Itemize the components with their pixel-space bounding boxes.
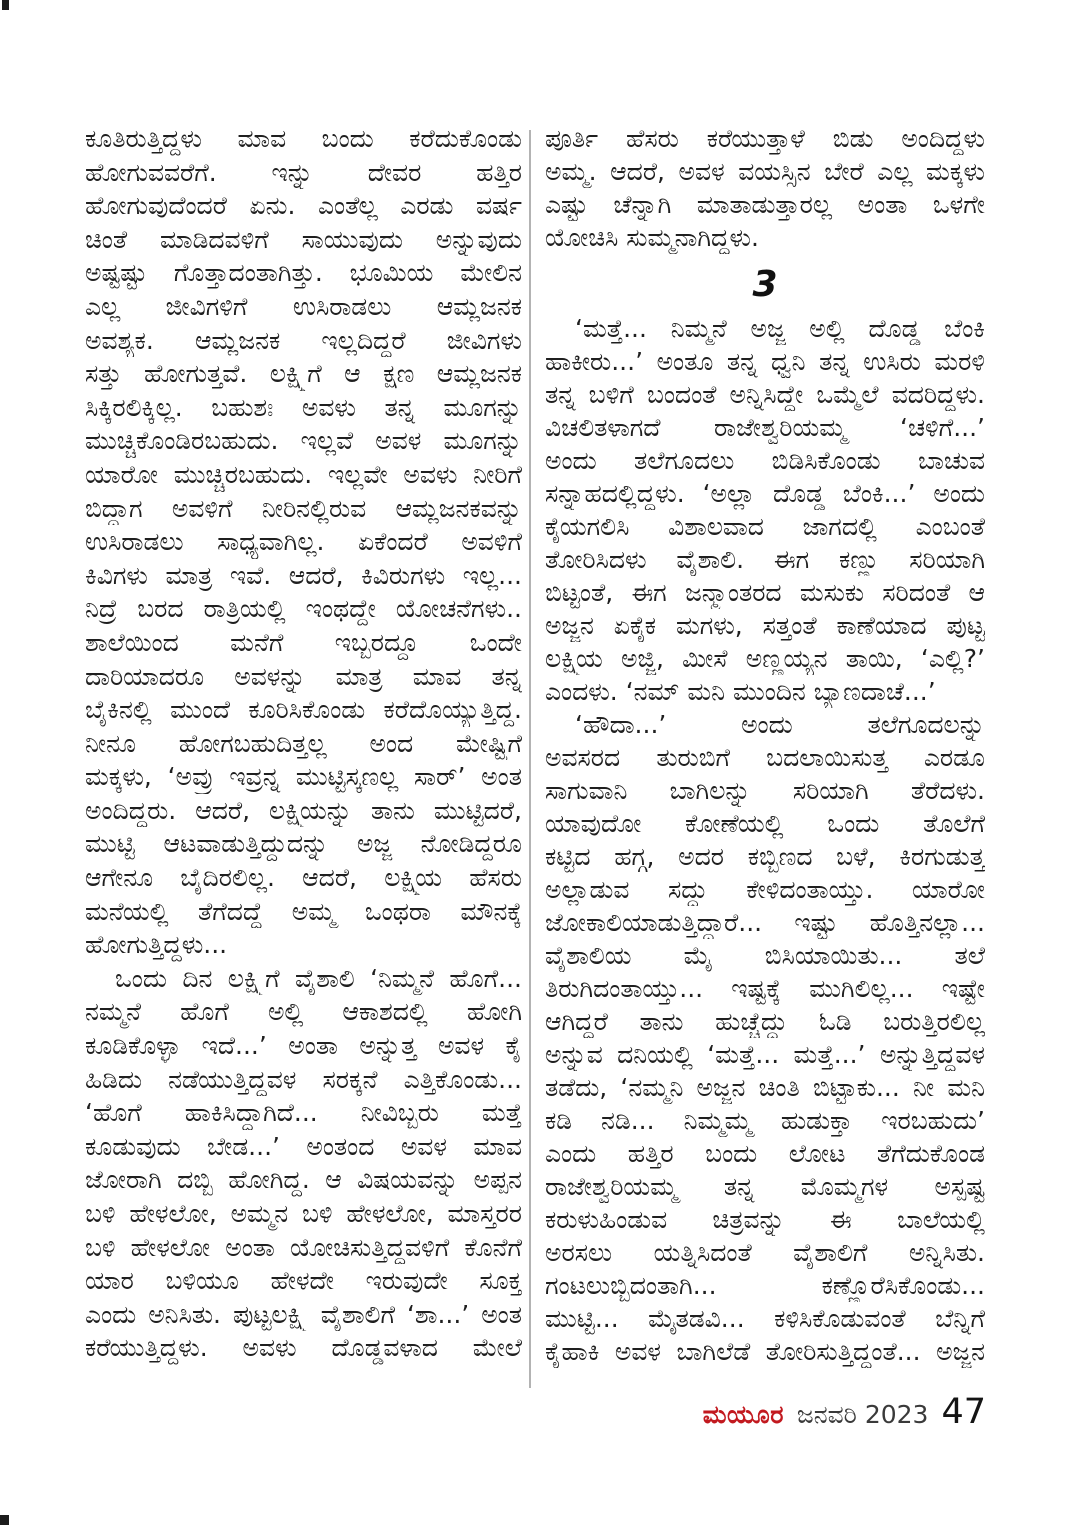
text-line: ಎಂದು ಅನಿಸಿತು. ಪುಟ್ಟಲಕ್ಷ್ಮಿ ವೈಶಾಲಿಗೆ ‘ಶಾ...’ ಅಂತ — [85, 1299, 522, 1329]
text-line: ತಡೆದು, ‘ನಮ್ಮನಿ ಅಜ್ಜನ ಚಿಂತಿ ಬಿಟ್ಟಾಕು... ನೀ ಮನಿ — [545, 1073, 985, 1102]
text-line: ಕಿವಿಗಳು ಮಾತ್ರ ಇವೆ. ಆದರೆ, ಕಿವಿರುಗಳು ಇಲ್ಲ... — [85, 560, 522, 590]
text-line: ಅನ್ನುವ ದನಿಯಲ್ಲಿ ‘ಮತ್ತೆ... ಮತ್ತೆ...’ ಅನ್ನುತ್ತಿದ್ದವಳ — [545, 1040, 985, 1069]
text-line: ಮುಟ್ಟಿ ಆಟವಾಡುತ್ತಿದ್ದುದನ್ನು ಅಜ್ಜ ನೋಡಿದ್ದರೂ — [85, 829, 522, 859]
text-line: ಮನೆಯಲ್ಲಿ ತೆಗೆದದ್ದೆ ಅಮ್ಮ ಒಂಥರಾ ಮೌನಕ್ಕೆ — [85, 896, 522, 926]
text-line: ಬಳಿ ಹೇಳಲೋ, ಅಮ್ಮನ ಬಳಿ ಹೇಳಲೋ, ಮಾಸ್ತರರ — [85, 1199, 522, 1228]
text-line: ಸತ್ತು ಹೋಗುತ್ತವೆ. ಲಕ್ಷ್ಮಿಗೆ ಆ ಕ್ಷಣ ಆಮ್ಲಜನಕ — [85, 359, 522, 389]
text-line: ಕಟ್ಟಿದ ಹಗ್ಗ, ಅದರ ಕಬ್ಬಿಣದ ಬಳೆ, ಕಿರಗುಡುತ್ತ — [545, 842, 985, 871]
text-line: ಕರುಳುಹಿಂಡುವ ಚಿತ್ರವನ್ನು ಈ ಬಾಲೆಯಲ್ಲಿ — [545, 1205, 985, 1234]
text-line: ಹಾಕೀರು...’ ಅಂತೂ ತನ್ನ ಧ್ವನಿ ತನ್ನ ಉಸಿರು ಮರಳಿ — [545, 347, 985, 376]
text-line: ಮುಟ್ಟಿ... ಮೈತಡವಿ... ಕಳಿಸಿಕೊಡುವಂತೆ ಬೆನ್ನಿಗೆ — [545, 1304, 985, 1333]
text-line: ಕೂಡಿಕೊಳ್ಳಾ ಇದೆ...’ ಅಂತಾ ಅನ್ನುತ್ತ ಅವಳ ಕೈ — [85, 1031, 522, 1061]
text-line: ಯಾರೋ ಮುಚ್ಚಿರಬಹುದು. ಇಲ್ಲವೇ ಅವಳು ನೀರಿಗೆ — [85, 459, 522, 489]
text-line: ‘ಹೌದಾ...’ ಅಂದು ತಲೆಗೂದಲನ್ನು — [575, 710, 985, 739]
text-line: ಆಗೇನೂ ಬೈದಿರಲಿಲ್ಲ. ಆದರೆ, ಲಕ್ಷ್ಮಿಯ ಹೆಸರು — [85, 863, 522, 893]
text-line: ಹೋಗುವುದೆಂದರೆ ಏನು. ಎಂತೆಲ್ಲ ಎರಡು ವರ್ಷ — [85, 191, 522, 221]
issue-date: ಜನವರಿ 2023 — [796, 1400, 929, 1429]
text-line: ಸನ್ನಾಹದಲ್ಲಿದ್ದಳು. ‘ಅಲ್ಲಾ ದೊಡ್ಡ ಬೆಂಕಿ...’ ಅಂದು — [545, 479, 985, 508]
text-line: ಕಡಿ ನಡಿ... ನಿಮ್ಮಮ್ಮ ಹುಡುಕ್ತಾ ಇರಬಹುದು’ — [545, 1106, 985, 1135]
text-line: ಲಕ್ಷ್ಮಿಯ ಅಜ್ಜಿ, ಮೀಸೆ ಅಣ್ಣಯ್ಯನ ತಾಯಿ, ‘ಎಲ್ಲಿ?’ — [545, 644, 985, 673]
text-line: ಉಸಿರಾಡಲು ಸಾಧ್ಯವಾಗಿಲ್ಲ. ಏಕೆಂದರೆ ಅವಳಿಗೆ — [85, 527, 522, 557]
text-line: ಬಳಿ ಹೇಳಲೋ ಅಂತಾ ಯೋಚಿಸುತ್ತಿದ್ದವಳಿಗೆ ಕೊನೆಗೆ — [85, 1232, 522, 1262]
text-line: ಜೋಕಾಲಿಯಾಡುತ್ತಿದ್ದಾರೆ... ಇಷ್ಟು ಹೊತ್ತಿನಲ್ಲಾ... — [545, 908, 985, 937]
text-line: ಎಂದು ಹತ್ತಿರ ಬಂದು ಲೋಟ ತೆಗೆದುಕೊಂಡ — [545, 1139, 985, 1168]
text-line: ವಿಚಲಿತಳಾಗದೆ ರಾಜೇಶ್ವರಿಯಮ್ಮ ‘ಚಳಿಗೆ...’ — [545, 413, 985, 442]
text-line: ಅರಸಲು ಯತ್ನಿಸಿದಂತೆ ವೈಶಾಲಿಗೆ ಅನ್ನಿಸಿತು. — [545, 1238, 985, 1267]
text-line: ತಿರುಗಿದಂತಾಯ್ತು... ಇಷ್ಟಕ್ಕೆ ಮುಗಿಲಿಲ್ಲ... ಇಷ್ಟೇ — [545, 974, 985, 1003]
text-line: ನಿದ್ರೆ ಬರದ ರಾತ್ರಿಯಲ್ಲಿ ಇಂಥದ್ದೇ ಯೋಚನೆಗಳು.. — [85, 594, 522, 624]
text-line: ಕೂತಿರುತ್ತಿದ್ದಳು ಮಾವ ಬಂದು ಕರೆದುಕೊಂಡು — [85, 124, 522, 153]
text-line: ನಮ್ಮನೆ ಹೊಗೆ ಅಲ್ಲಿ ಆಕಾಶದಲ್ಲಿ ಹೋಗಿ — [85, 997, 522, 1027]
text-line: ಅಂದು ತಲೆಗೂದಲು ಬಿಡಿಸಿಕೊಂಡು ಬಾಚುವ — [545, 446, 985, 475]
left-text-column — [85, 122, 522, 1365]
text-line: ಬೈಕಿನಲ್ಲಿ ಮುಂದೆ ಕೂರಿಸಿಕೊಂಡು ಕರೆದೊಯ್ಯುತ್ತಿದ್ದ. — [85, 695, 522, 725]
crop-mark-top-left — [2, 0, 9, 10]
text-line: ನೀನೂ ಹೋಗಬಹುದಿತ್ತಲ್ಲ ಅಂದ ಮೇಷ್ಟ್ರಿಗೆ — [85, 728, 522, 758]
text-line: ದಾರಿಯಾದರೂ ಅವಳನ್ನು ಮಾತ್ರ ಮಾವ ತನ್ನ — [85, 661, 522, 691]
right-text-column — [545, 122, 985, 1368]
right-column-paragraph-end — [545, 122, 985, 254]
text-line: ಅಲ್ಲಾಡುವ ಸದ್ದು ಕೇಳಿದಂತಾಯ್ತು. ಯಾರೋ — [545, 875, 985, 904]
text-line: ಬಿದ್ದಾಗ ಅವಳಿಗೆ ನೀರಿನಲ್ಲಿರುವ ಆಮ್ಲಜನಕವನ್ನು — [85, 493, 522, 523]
text-line: ಅವಸರದ ತುರುಬಿಗೆ ಬದಲಾಯಿಸುತ್ತ ಎರಡೂ — [545, 743, 985, 772]
text-line: ಹೋಗುತ್ತಿದ್ದಳು... — [85, 930, 228, 960]
footer — [703, 1392, 986, 1432]
text-line: ಶಾಲೆಯಿಂದ ಮನೆಗೆ ಇಬ್ಬರದ್ದೂ ಒಂದೇ — [85, 627, 522, 657]
text-line: ಎಂದಳು. ‘ನಮ್ ಮನಿ ಮುಂದಿನ ಬ್ಯಾಣದಾಚೆ...’ — [545, 677, 936, 706]
text-line: ಆಗಿದ್ದರೆ ತಾನು ಹುಚ್ಚೆದ್ದು ಓಡಿ ಬರುತ್ತಿರಲಿಲ್ಲ — [545, 1007, 985, 1036]
text-line: ಕೈಯಗಲಿಸಿ ವಿಶಾಲವಾದ ಜಾಗದಲ್ಲಿ ಎಂಬಂತೆ — [545, 512, 985, 541]
text-line: ಯೋಚಿಸಿ ಸುಮ್ಮನಾಗಿದ್ದಳು. — [545, 223, 759, 252]
text-line: ಯಾವುದೋ ಕೋಣೆಯಲ್ಲಿ ಒಂದು ತೊಲೆಗೆ — [545, 809, 985, 838]
text-line: ಕರೆಯುತ್ತಿದ್ದಳು. ಅವಳು ದೊಡ್ಡವಳಾದ ಮೇಲೆ — [85, 1333, 522, 1363]
text-line: ‘ಮತ್ತೆ... ನಿಮ್ಮನೆ ಅಜ್ಜ ಅಲ್ಲಿ ದೊಡ್ಡ ಬೆಂಕಿ — [575, 314, 985, 343]
text-line: ಹಿಡಿದು ನಡೆಯುತ್ತಿದ್ದವಳ ಸರಕ್ಕನೆ ಎತ್ತಿಕೊಂಡು... — [85, 1064, 522, 1094]
text-line: ವೈಶಾಲಿಯ ಮೈ ಬಿಸಿಯಾಯಿತು... ತಲೆ — [545, 941, 985, 970]
column-divider — [529, 130, 531, 1388]
text-line: ಒಂದು ದಿನ ಲಕ್ಷ್ಮಿಗೆ ವೈಶಾಲಿ ‘ನಿಮ್ಮನೆ ಹೊಗೆ... — [115, 963, 522, 993]
text-line: ಎಲ್ಲ ಜೀವಿಗಳಿಗೆ ಉಸಿರಾಡಲು ಆಮ್ಲಜನಕ — [85, 291, 522, 321]
text-line: ಅಜ್ಜನ ಏಕೈಕ ಮಗಳು, ಸತ್ತಂತೆ ಕಾಣೆಯಾದ ಪುಟ್ಟ — [545, 611, 985, 640]
text-line: ಗಂಟಲುಬ್ಬಿದಂತಾಗಿ... ಕಣ್ಣೊರೆಸಿಕೊಂಡು... — [545, 1271, 985, 1300]
text-line: ಬಿಟ್ಟಂತೆ, ಈಗ ಜನ್ಮಾಂತರದ ಮಸುಕು ಸರಿದಂತೆ ಆ — [545, 578, 985, 607]
text-line: ಅಷ್ಟಷ್ಟು ಗೊತ್ತಾದಂತಾಗಿತ್ತು. ಭೂಮಿಯ ಮೇಲಿನ — [85, 258, 522, 288]
text-line: ‘ಹೊಗೆ ಹಾಕಿಸಿದ್ದಾಗಿದೆ... ನೀವಿಬ್ಬರು ಮತ್ತೆ — [85, 1098, 522, 1128]
text-line: ತೋರಿಸಿದಳು ವೈಶಾಲಿ. ಈಗ ಕಣ್ಣು ಸರಿಯಾಗಿ — [545, 545, 985, 574]
crop-mark-bottom-left — [0, 1515, 9, 1525]
text-line: ಸಾಗುವಾನಿ ಬಾಗಿಲನ್ನು ಸರಿಯಾಗಿ ತೆರೆದಳು. — [545, 776, 985, 805]
text-line: ಪೂರ್ತಿ ಹೆಸರು ಕರೆಯುತ್ತಾಳೆ ಬಿಡು ಅಂದಿದ್ದಳು — [545, 124, 985, 153]
text-line: ಅಮ್ಮ. ಆದರೆ, ಅವಳ ವಯಸ್ಸಿನ ಬೇರೆ ಎಲ್ಲ ಮಕ್ಕಳು — [545, 157, 985, 186]
text-line: ಅಂದಿದ್ದರು. ಆದರೆ, ಲಕ್ಷ್ಮಿಯನ್ನು ತಾನು ಮುಟ್ಟಿದರೆ, — [85, 795, 522, 825]
text-line: ಕೂಡುವುದು ಬೇಡ...’ ಅಂತಂದ ಅವಳ ಮಾವ — [85, 1131, 522, 1161]
text-line: ಸಿಕ್ಕಿರಲಿಕ್ಕಿಲ್ಲ. ಬಹುಶಃ ಅವಳು ತನ್ನ ಮೂಗನ್ನು — [85, 392, 522, 422]
text-line: ಹೋಗುವವರೆಗೆ. ಇನ್ನು ದೇವರ ಹತ್ತಿರ — [85, 157, 522, 187]
text-line: ಎಷ್ಟು ಚೆನ್ನಾಗಿ ಮಾತಾಡುತ್ತಾರಲ್ಲ ಅಂತಾ ಒಳಗೇ — [545, 190, 985, 219]
text-line: ತನ್ನ ಬಳಿಗೆ ಬಂದಂತೆ ಅನ್ನಿಸಿದ್ದೇ ಒಮ್ಮೆಲೆ ವದರಿದ್ದಳು. — [545, 380, 985, 409]
right-column-section-body — [545, 312, 985, 1368]
text-line: ಚಿಂತೆ ಮಾಡಿದವಳಿಗೆ ಸಾಯುವುದು ಅನ್ನುವುದು — [85, 224, 522, 254]
magazine-name: ಮಯೂರ — [702, 1400, 784, 1429]
text-line: ಮುಚ್ಚಿಕೊಂಡಿರಬಹುದು. ಇಲ್ಲವೆ ಅವಳ ಮೂಗನ್ನು — [85, 426, 522, 456]
text-line: ಜೋರಾಗಿ ದಬ್ಬಿ ಹೋಗಿದ್ದ. ಆ ವಿಷಯವನ್ನು ಅಪ್ಪನ — [85, 1165, 522, 1195]
text-line: ಅವಶ್ಯಕ. ಆಮ್ಲಜನಕ ಇಲ್ಲದಿದ್ದರೆ ಜೀವಿಗಳು — [85, 325, 522, 355]
text-line: ರಾಜೇಶ್ವರಿಯಮ್ಮ ತನ್ನ ಮೊಮ್ಮಗಳ ಅಸ್ಪಷ್ಟ — [545, 1172, 985, 1201]
text-line: ಮಕ್ಕಳು, ‘ಅವ್ರು ಇವ್ರನ್ನ ಮುಟ್ಟಿಸ್ಕಣಲ್ಲ ಸಾರ್’ ಅಂತ — [85, 762, 522, 792]
text-line: ಕೈಹಾಕಿ ಅವಳ ಬಾಗಿಲೆಡೆ ತೋರಿಸುತ್ತಿದ್ದಂತೆ... ಅಜ್ಜನ — [545, 1337, 985, 1366]
section-number: 3 — [752, 263, 778, 305]
text-line: ಯಾರ ಬಳಿಯೂ ಹೇಳದೇ ಇರುವುದೇ ಸೂಕ್ತ — [85, 1266, 522, 1296]
page-number: 47 — [941, 1392, 986, 1432]
